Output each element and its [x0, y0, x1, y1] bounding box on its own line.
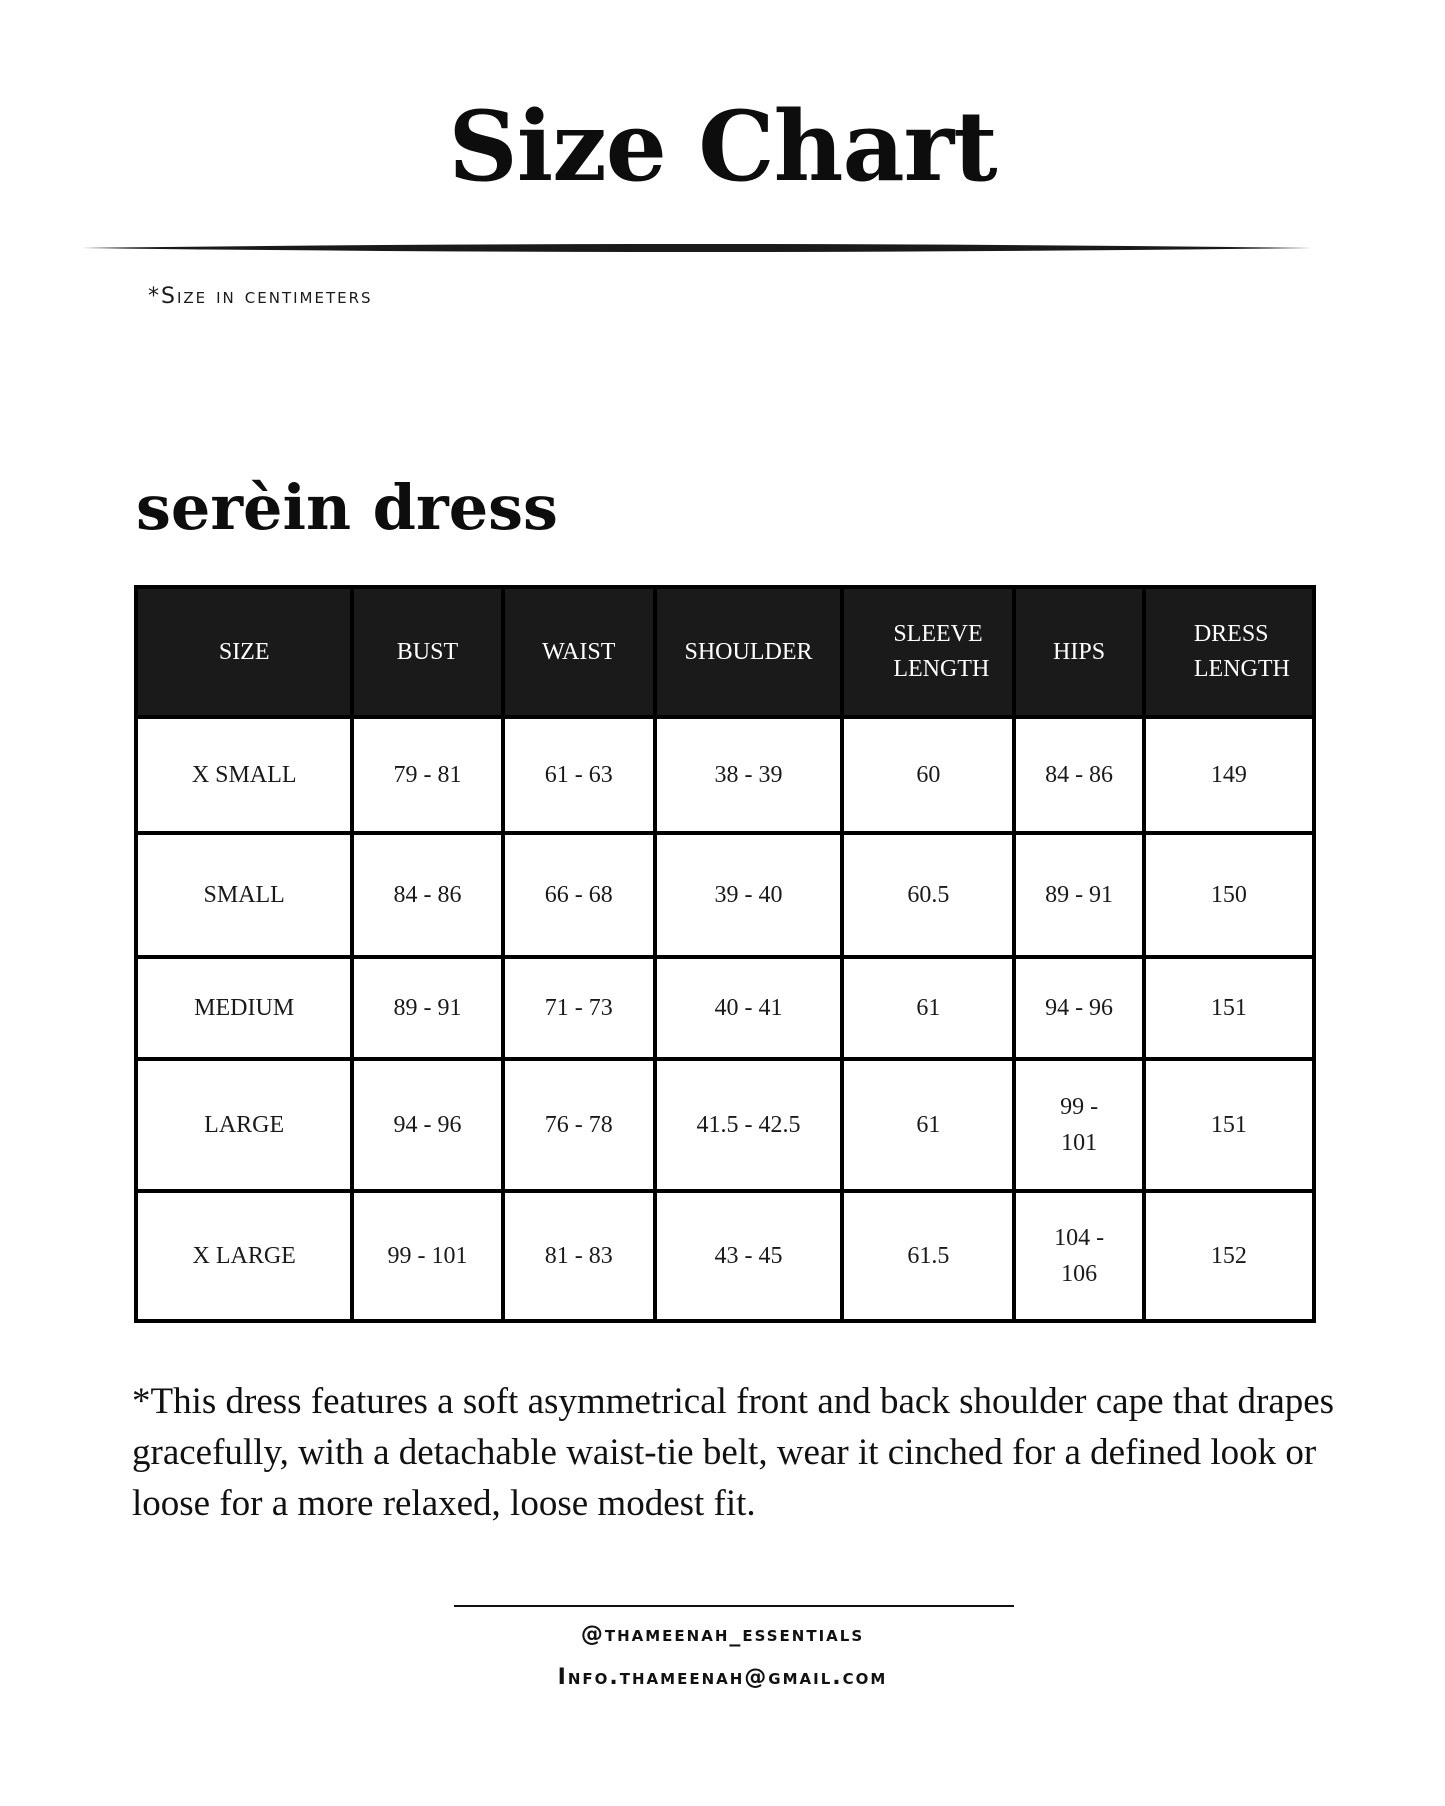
footer-divider	[454, 1605, 1014, 1607]
waist-cell: 81 - 83	[503, 1191, 655, 1321]
table-row	[136, 833, 1314, 957]
size-cell: X LARGE	[136, 1191, 352, 1321]
hips-value: 84 - 86	[1045, 762, 1114, 788]
header-cell-waist: WAIST	[503, 587, 655, 717]
header-row	[136, 587, 1314, 717]
waist-cell: 71 - 73	[503, 957, 655, 1059]
dress-length-cell: 150	[1144, 833, 1314, 957]
page-title: Size Chart	[448, 90, 997, 203]
sleeve-length-cell: 60	[842, 717, 1014, 833]
bust-cell: 84 - 86	[352, 833, 502, 957]
shoulder-cell: 41.5 - 42.5	[655, 1059, 842, 1191]
sleeve-length-cell: 61	[842, 1059, 1014, 1191]
shoulder-cell: 38 - 39	[655, 717, 842, 833]
dress-length-cell: 151	[1144, 1059, 1314, 1191]
header-cell-sleeve-length	[842, 587, 1014, 717]
bust-cell: 79 - 81	[352, 717, 502, 833]
bust-cell: 94 - 96	[352, 1059, 502, 1191]
hips-value: 104 - 106	[1054, 1225, 1105, 1287]
bust-cell: 99 - 101	[352, 1191, 502, 1321]
header-cell-size: SIZE	[136, 587, 352, 717]
hips-cell	[1014, 1191, 1143, 1321]
sleeve-length-cell: 61	[842, 957, 1014, 1059]
size-table-header	[136, 587, 1314, 717]
table-row	[136, 717, 1314, 833]
sleeve-length-cell: 61.5	[842, 1191, 1014, 1321]
table-row	[136, 1059, 1314, 1191]
waist-cell: 76 - 78	[503, 1059, 655, 1191]
title-divider	[82, 242, 1312, 254]
header-cell-hips: HIPS	[1014, 587, 1143, 717]
header-cell-bust: BUST	[352, 587, 502, 717]
table-row	[136, 957, 1314, 1059]
contact-email[interactable]: Info.thameenah@gmail.com	[557, 1665, 888, 1690]
bust-cell: 89 - 91	[352, 957, 502, 1059]
header-cell-dress-length	[1144, 587, 1314, 717]
hips-cell	[1014, 957, 1143, 1059]
table-row	[136, 1191, 1314, 1321]
waist-cell: 66 - 68	[503, 833, 655, 957]
hips-value: 99 - 101	[1060, 1094, 1099, 1156]
size-cell: SMALL	[136, 833, 352, 957]
hips-value: 89 - 91	[1045, 882, 1114, 908]
dress-description: *This dress features a soft asymmetrical front and back shoulder cape that drapes gracefully, with a detachable waist-tie belt, wear it cinched for a defined look or loose for a more relaxed, loose modest fit.	[132, 1381, 1335, 1524]
size-cell: LARGE	[136, 1059, 352, 1191]
product-name: serèin dress	[136, 471, 558, 544]
dress-length-cell: 149	[1144, 717, 1314, 833]
hips-cell	[1014, 717, 1143, 833]
shoulder-cell: 40 - 41	[655, 957, 842, 1059]
size-table-body	[136, 717, 1314, 1321]
waist-cell: 61 - 63	[503, 717, 655, 833]
dress-length-cell: 151	[1144, 957, 1314, 1059]
dress-length-cell: 152	[1144, 1191, 1314, 1321]
social-handle[interactable]: @thameenah_essentials	[580, 1622, 865, 1647]
size-table	[134, 585, 1316, 1323]
shoulder-cell: 39 - 40	[655, 833, 842, 957]
hips-cell	[1014, 833, 1143, 957]
hips-value: 94 - 96	[1045, 995, 1114, 1021]
header-cell-sleeve-length-label: SLEEVE LENGTH	[893, 621, 990, 682]
header-cell-shoulder: SHOULDER	[655, 587, 842, 717]
size-cell: MEDIUM	[136, 957, 352, 1059]
shoulder-cell: 43 - 45	[655, 1191, 842, 1321]
hips-cell	[1014, 1059, 1143, 1191]
sleeve-length-cell: 60.5	[842, 833, 1014, 957]
size-cell: X SMALL	[136, 717, 352, 833]
unit-note: *Size in centimeters	[148, 284, 373, 309]
header-cell-dress-length-label: DRESS LENGTH	[1193, 621, 1290, 682]
